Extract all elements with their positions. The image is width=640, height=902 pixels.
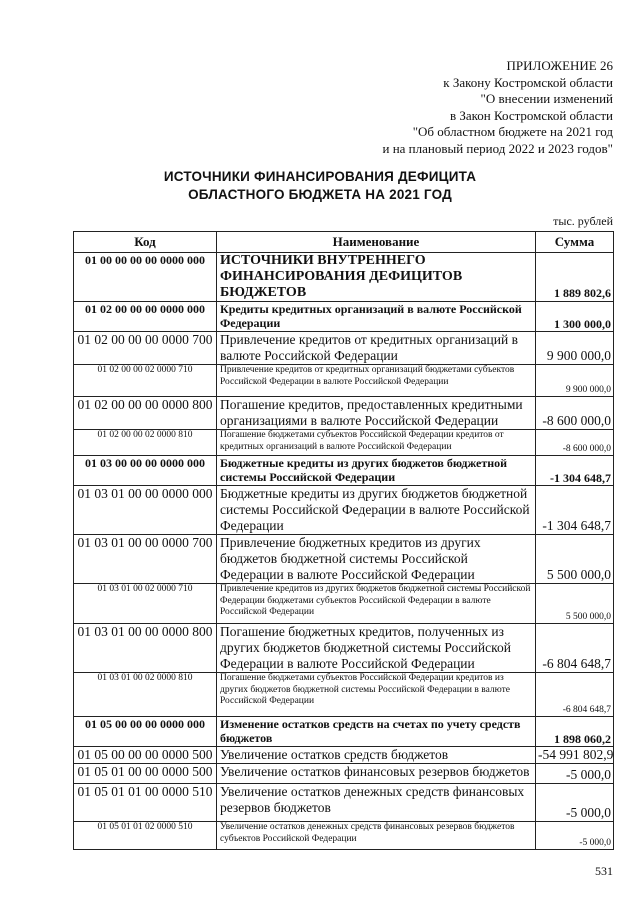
row-name: Кредиты кредитных организаций в валюте Российской Федерации bbox=[217, 302, 536, 332]
appendix-line: "Об областном бюджете на 2021 год bbox=[412, 124, 613, 139]
row-code: 01 02 00 00 00 0000 800 bbox=[74, 397, 217, 430]
table-row bbox=[74, 764, 614, 784]
row-sum: -54 991 802,9 bbox=[536, 747, 614, 764]
header-code: Код bbox=[74, 232, 217, 253]
row-sum: -1 304 648,7 bbox=[536, 486, 614, 535]
sources-table bbox=[73, 231, 614, 850]
row-name: Бюджетные кредиты из других бюджетов бюджетной системы Российской Федерации в валюте Российской Федерации bbox=[217, 486, 536, 535]
row-sum: -5 000,0 bbox=[536, 784, 614, 822]
table-row bbox=[74, 624, 614, 673]
row-code: 01 03 01 00 00 0000 700 bbox=[74, 535, 217, 584]
table-row bbox=[74, 486, 614, 535]
row-code: 01 02 00 00 02 0000 810 bbox=[74, 430, 217, 456]
row-name: Увеличение остатков денежных средств финансовых резервов бюджетов bbox=[217, 784, 536, 822]
row-code: 01 00 00 00 00 0000 000 bbox=[74, 253, 217, 302]
table-header-row bbox=[74, 232, 614, 253]
row-sum: 5 500 000,0 bbox=[536, 535, 614, 584]
table-row bbox=[74, 253, 614, 302]
table-row bbox=[74, 673, 614, 717]
row-code: 01 02 00 00 00 0000 700 bbox=[74, 332, 217, 365]
row-name: Привлечение кредитов от кредитных организаций бюджетами субъектов Российской Федерации в валюте Российской Федерации bbox=[217, 365, 536, 397]
row-name: Изменение остатков средств на счетах по учету средств бюджетов bbox=[217, 717, 536, 747]
row-code: 01 05 01 01 02 0000 510 bbox=[74, 822, 217, 850]
title-line-1: ИСТОЧНИКИ ФИНАНСИРОВАНИЯ ДЕФИЦИТА bbox=[163, 169, 477, 184]
row-code: 01 05 01 01 00 0000 510 bbox=[74, 784, 217, 822]
row-sum: -5 000,0 bbox=[536, 764, 614, 784]
appendix-line: в Закон Костромской области bbox=[449, 107, 613, 123]
row-name: ИСТОЧНИКИ ВНУТРЕННЕГО ФИНАНСИРОВАНИЯ ДЕФИЦИТОВ БЮДЖЕТОВ bbox=[217, 253, 536, 302]
row-sum: 1 300 000,0 bbox=[536, 302, 614, 332]
row-name: Привлечение бюджетных кредитов из других бюджетов бюджетной системы Российской Федерации в валюте Российской Федерации bbox=[217, 535, 536, 584]
units-label: тыс. рублей bbox=[553, 214, 613, 228]
table-row bbox=[74, 456, 614, 486]
row-sum: -6 804 648,7 bbox=[536, 673, 614, 717]
row-code: 01 03 00 00 00 0000 000 bbox=[74, 456, 217, 486]
appendix-line: к Закону Костромской области bbox=[443, 74, 613, 90]
row-code: 01 05 01 00 00 0000 500 bbox=[74, 764, 217, 784]
row-name: Погашение бюджетами субъектов Российской Федерации кредитов из других бюджетов бюджетной системы Российской Федерации в валюте Российской Федерации bbox=[217, 673, 536, 717]
row-code: 01 05 00 00 00 0000 000 bbox=[74, 717, 217, 747]
table-row bbox=[74, 584, 614, 624]
appendix-line: и на плановый период 2022 и 2023 годов" bbox=[382, 140, 613, 156]
table-row bbox=[74, 535, 614, 584]
row-code: 01 03 01 00 00 0000 800 bbox=[74, 624, 217, 673]
row-sum: -8 600 000,0 bbox=[536, 430, 614, 456]
table-row bbox=[74, 784, 614, 822]
row-name: Погашение бюджетами субъектов Российской Федерации кредитов от кредитных организаций в валюте Российской Федерации bbox=[217, 430, 536, 456]
appendix-line: "О внесении изменений bbox=[480, 91, 613, 106]
row-name: Погашение кредитов, предоставленных кредитными организациями в валюте Российской Федерации bbox=[217, 397, 536, 430]
row-sum: -1 304 648,7 bbox=[536, 456, 614, 486]
table-row bbox=[74, 397, 614, 430]
row-sum: -6 804 648,7 bbox=[536, 624, 614, 673]
row-name: Бюджетные кредиты из других бюджетов бюджетной системы Российской Федерации bbox=[217, 456, 536, 486]
appendix-header bbox=[382, 58, 613, 157]
table-row bbox=[74, 747, 614, 764]
row-sum: 1 898 060,2 bbox=[536, 717, 614, 747]
row-code: 01 05 00 00 00 0000 500 bbox=[74, 747, 217, 764]
row-name: Увеличение остатков денежных средств финансовых резервов бюджетов субъектов Российской Федерации bbox=[217, 822, 536, 850]
document-title bbox=[0, 168, 640, 204]
table-row bbox=[74, 717, 614, 747]
appendix-line: ПРИЛОЖЕНИЕ 26 bbox=[506, 58, 613, 73]
header-sum: Сумма bbox=[536, 232, 614, 253]
row-code: 01 03 01 00 02 0000 810 bbox=[74, 673, 217, 717]
row-code: 01 03 01 00 02 0000 710 bbox=[74, 584, 217, 624]
page-number: 531 bbox=[595, 864, 613, 878]
row-sum: 9 900 000,0 bbox=[536, 365, 614, 397]
row-name: Увеличение остатков средств бюджетов bbox=[217, 747, 536, 764]
row-name: Привлечение кредитов от кредитных организаций в валюте Российской Федерации bbox=[217, 332, 536, 365]
row-sum: 1 889 802,6 bbox=[536, 253, 614, 302]
table-row bbox=[74, 365, 614, 397]
row-name: Увеличение остатков финансовых резервов бюджетов bbox=[217, 764, 536, 784]
row-name: Погашение бюджетных кредитов, полученных из других бюджетов бюджетной системы Российской Федерации в валюте Российской Федерации bbox=[217, 624, 536, 673]
row-sum: 9 900 000,0 bbox=[536, 332, 614, 365]
table-row bbox=[74, 822, 614, 850]
row-name: Привлечение кредитов из других бюджетов бюджетной системы Российской Федерации бюджетами субъектов Российской Федерации в валюте Российской Федерации bbox=[217, 584, 536, 624]
header-name: Наименование bbox=[217, 232, 536, 253]
table-row bbox=[74, 332, 614, 365]
row-code: 01 02 00 00 02 0000 710 bbox=[74, 365, 217, 397]
row-code: 01 02 00 00 00 0000 000 bbox=[74, 302, 217, 332]
row-code: 01 03 01 00 00 0000 000 bbox=[74, 486, 217, 535]
table-row bbox=[74, 302, 614, 332]
table-row bbox=[74, 430, 614, 456]
row-sum: -8 600 000,0 bbox=[536, 397, 614, 430]
title-line-2: ОБЛАСТНОГО БЮДЖЕТА НА 2021 ГОД bbox=[188, 187, 452, 202]
row-sum: 5 500 000,0 bbox=[536, 584, 614, 624]
row-sum: -5 000,0 bbox=[536, 822, 614, 850]
